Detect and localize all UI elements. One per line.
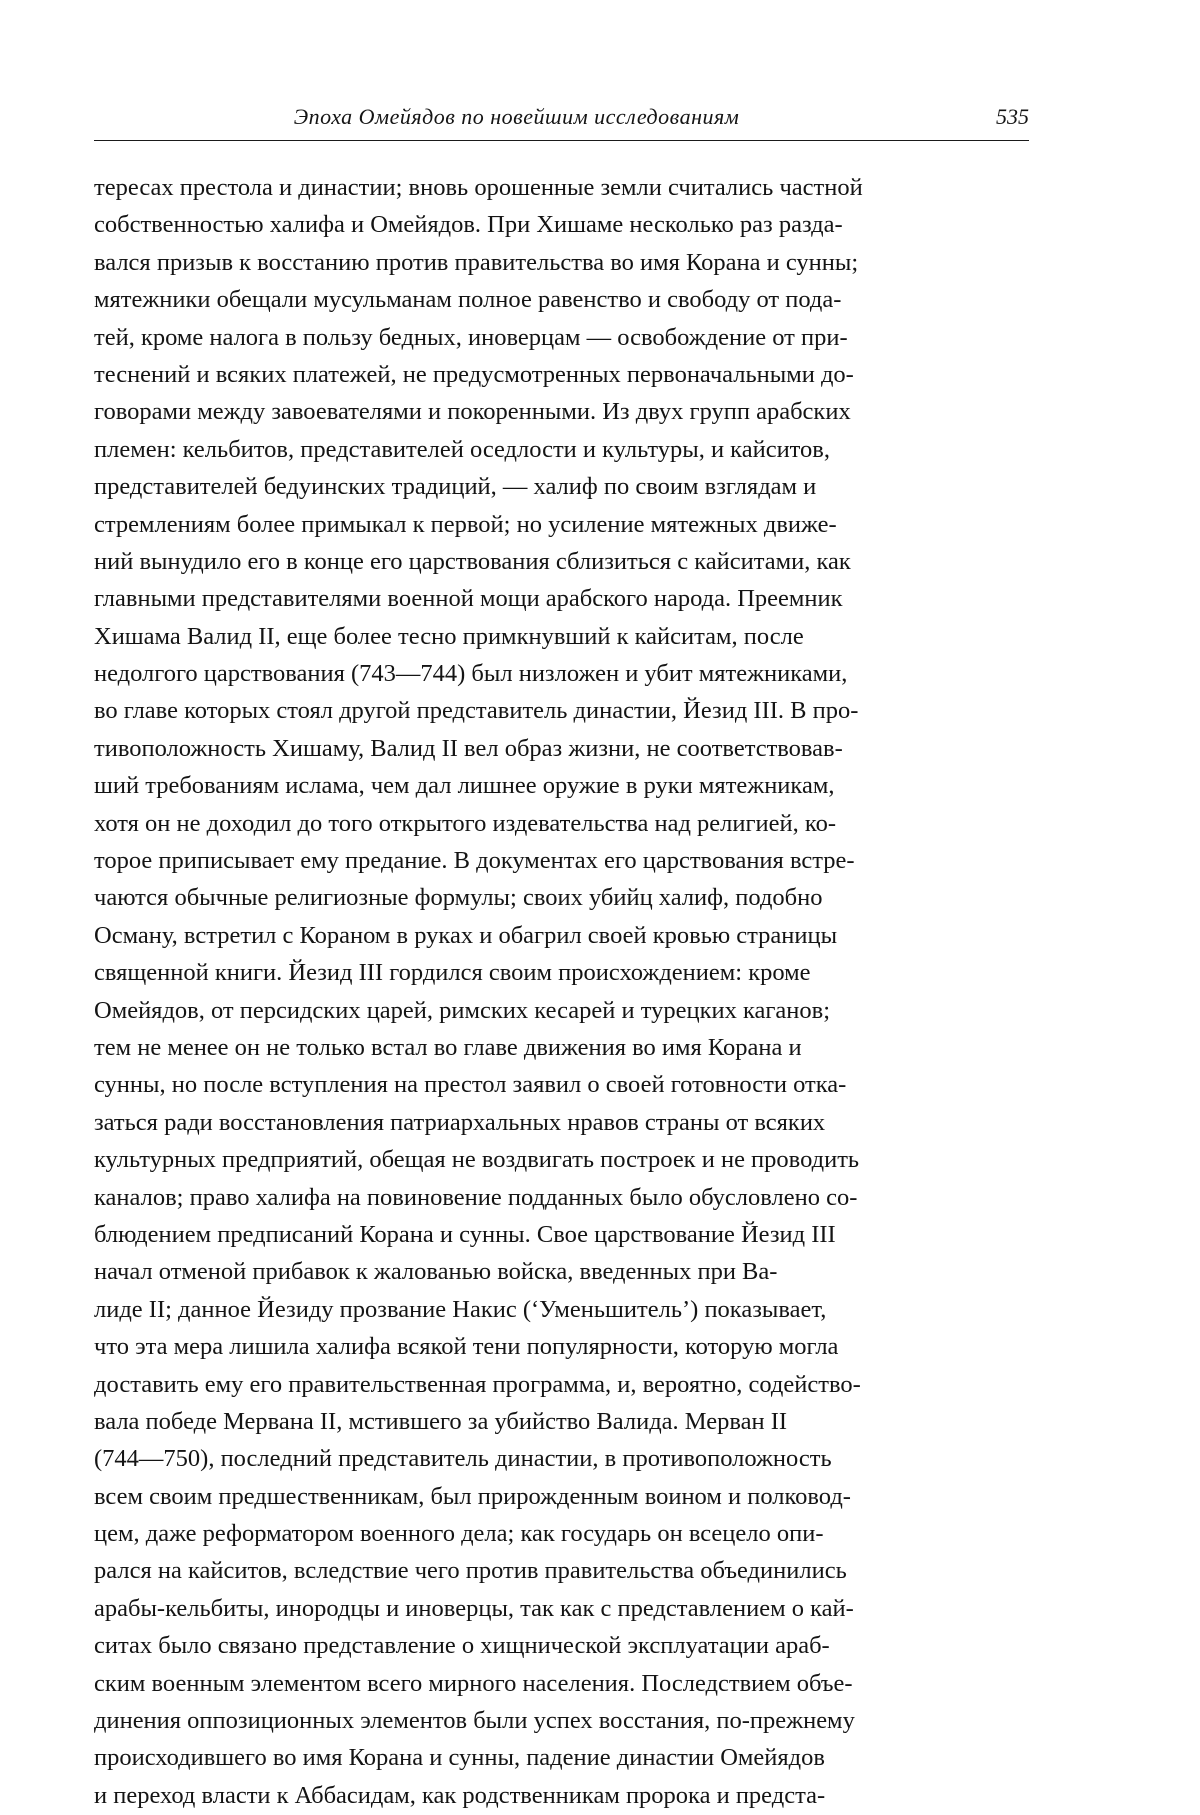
text-line: недолгого царствования (743—744) был низложен и убит мятежниками,	[94, 660, 848, 688]
text-line: главными представителями военной мощи арабского народа. Преемник	[94, 585, 843, 613]
page-number: 535	[996, 104, 1029, 129]
text-line: стремлениям более примыкал к первой; но усиление мятежных движе-	[94, 510, 837, 538]
text-line: представителей бедуинских традиций, — халиф по своим взглядам и	[94, 473, 817, 501]
text-line: сунны, но после вступления на престол заявил о своей готовности отка-	[94, 1071, 847, 1099]
text-line: племен: кельбитов, представителей оседлости и культуры, и кайситов,	[94, 435, 831, 463]
text-line: ским военным элементом всего мирного населения. Последствием объе-	[94, 1669, 853, 1697]
text-line: что эта мера лишила халифа всякой тени популярности, которую могла	[94, 1333, 839, 1361]
text-line: ситах было связано представление о хищнической эксплуатации араб-	[94, 1632, 830, 1660]
text-line: чаются обычные религиозные формулы; своих убийц халиф, подобно	[94, 884, 823, 912]
text-line: динения оппозиционных элементов были успех восстания, по-прежнему	[94, 1707, 855, 1735]
body-paragraph	[94, 169, 1029, 1814]
text-line: тей, кроме налога в пользу бедных, иноверцам — освобождение от при-	[94, 323, 848, 351]
running-header	[94, 100, 1029, 136]
text-line: мятежники обещали мусульманам полное равенство и свободу от пода-	[94, 286, 842, 314]
text-line: хотя он не доходил до того открытого издевательства над религией, ко-	[94, 809, 836, 837]
text-line: теснений и всяких платежей, не предусмотренных первоначальными до-	[94, 360, 854, 388]
text-line: (744—750), последний представитель династии, в противоположность	[94, 1445, 832, 1473]
text-line: Осману, встретил с Кораном в руках и обагрил своей кровью страницы	[94, 921, 838, 949]
text-line: священной книги. Йезид III гордился своим происхождением: кроме	[94, 959, 811, 987]
text-line: начал отменой прибавок к жалованью войска, введенных при Ва-	[94, 1258, 778, 1286]
text-line: Омейядов, от персидских царей, римских кесарей и турецких каганов;	[94, 996, 831, 1024]
text-line: ний вынудило его в конце его царствования сблизиться с кайситами, как	[94, 547, 851, 575]
text-line: тем не менее он не только встал во главе движения во имя Корана и	[94, 1033, 802, 1061]
text-line: каналов; право халифа на повиновение подданных было обусловлено со-	[94, 1183, 858, 1211]
text-line: заться ради восстановления патриархальных нравов страны от всяких	[94, 1108, 826, 1136]
text-line: и переход власти к Аббасидам, как родственникам пророка и предста-	[94, 1781, 826, 1809]
text-line: тивоположность Хишаму, Валид II вел образ жизни, не соответствовав-	[94, 734, 843, 762]
text-line: лиде II; данное Йезиду прозвание Накис (‘Уменьшитель’) показывает,	[94, 1295, 827, 1323]
text-line: собственностью халифа и Омейядов. При Хишаме несколько раз разда-	[94, 211, 843, 239]
text-line: тересах престола и династии; вновь орошенные земли считались частной	[94, 174, 863, 201]
text-line: вался призыв к восстанию против правительства во имя Корана и сунны;	[94, 248, 859, 276]
text-line: арабы-кельбиты, инородцы и иноверцы, так как с представлением о кай-	[94, 1594, 854, 1622]
header-divider	[94, 140, 1029, 141]
text-line: блюдением предписаний Корана и сунны. Свое царствование Йезид III	[94, 1220, 836, 1248]
running-header-title: Эпоха Омейядов по новейшим исследованиям	[293, 104, 740, 129]
text-line: культурных предприятий, обещая не воздвигать построек и не проводить	[94, 1146, 860, 1174]
text-line: во главе которых стоял другой представитель династии, Йезид III. В про-	[94, 697, 859, 725]
text-line: доставить ему его правительственная программа, и, вероятно, содейство-	[94, 1370, 861, 1398]
text-line: говорами между завоевателями и покоренными. Из двух групп арабских	[94, 398, 851, 426]
text-line: всем своим предшественникам, был прирожденным воином и полковод-	[94, 1482, 851, 1510]
text-line: ший требованиям ислама, чем дал лишнее оружие в руки мятежникам,	[94, 772, 835, 800]
text-line: рался на кайситов, вследствие чего против правительства объединились	[94, 1557, 847, 1585]
text-line: цем, даже реформатором военного дела; как государь он всецело опи-	[94, 1520, 824, 1548]
text-line: торое приписывает ему предание. В документах его царствования встре-	[94, 847, 855, 875]
text-line: происходившего во имя Корана и сунны, падение династии Омейядов	[94, 1744, 825, 1772]
text-line: Хишама Валид II, еще более тесно примкнувший к кайситам, после	[94, 622, 804, 650]
text-line: вала победе Мервана II, мстившего за убийство Валида. Мерван II	[94, 1407, 788, 1435]
